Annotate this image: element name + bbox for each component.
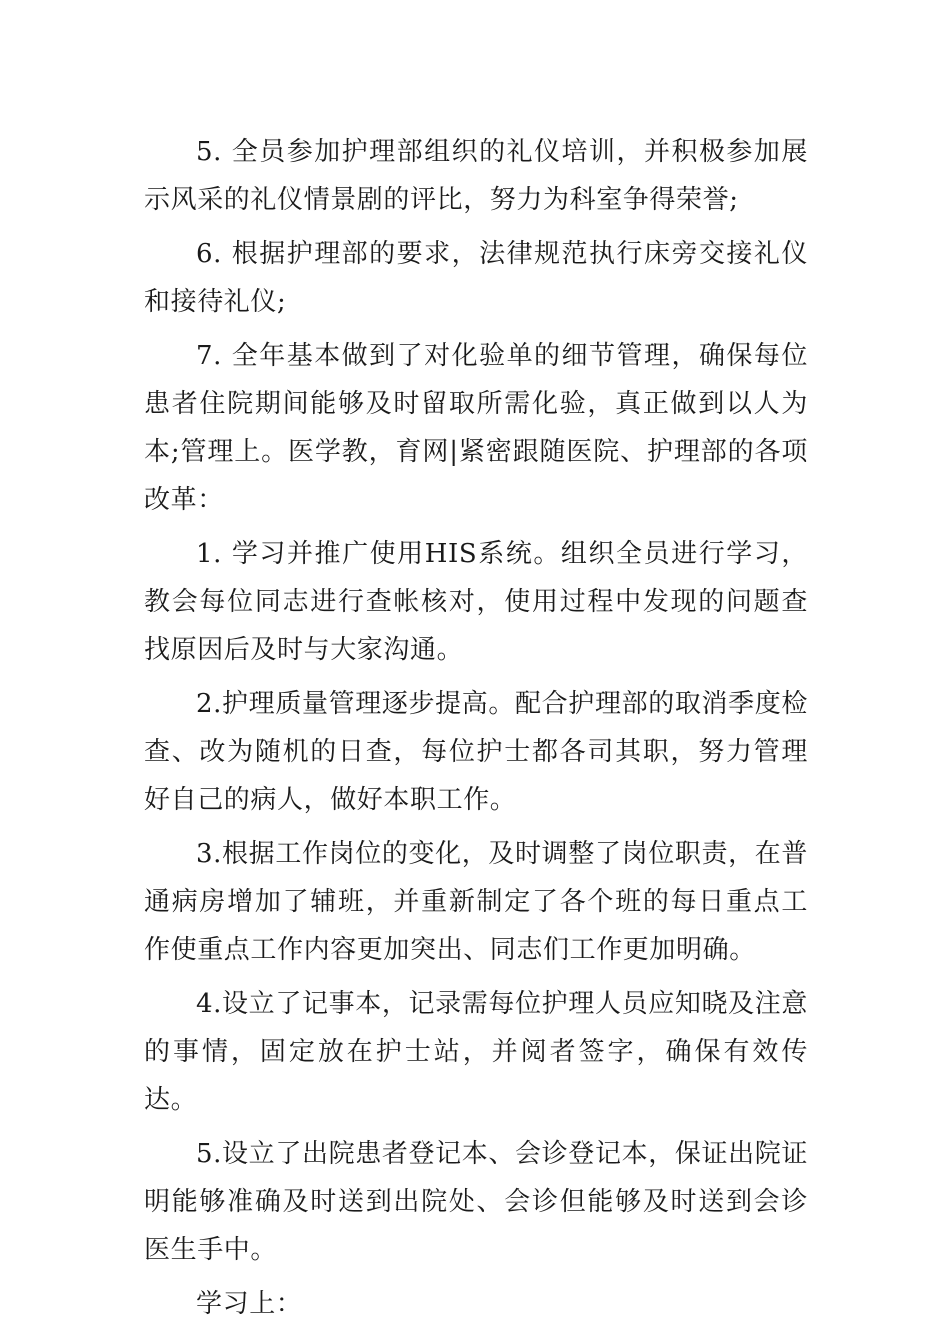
paragraph-item-6-handover: 6. 根据护理部的要求，法律规范执行床旁交接礼仪和接待礼仪; bbox=[144, 239, 808, 317]
paragraph-reform-3-duties: 3.根据工作岗位的变化，及时调整了岗位职责，在普通病房增加了辅班，并重新制定了各个班的每日重点工作使重点工作内容更加突出、同志们工作更加明确。 bbox=[144, 839, 808, 965]
paragraph-reform-2-quality: 2.护理质量管理逐步提高。配合护理部的取消季度检查、改为随机的日查，每位护士都各司其职，努力管理好自己的病人，做好本职工作。 bbox=[144, 689, 808, 815]
document-body bbox=[144, 128, 808, 1334]
section-heading-study: 学习上： bbox=[196, 1289, 303, 1319]
paragraph-reform-1-his: 1. 学习并推广使用HIS系统。组织全员进行学习，教会每位同志进行查帐核对，使用过程中发现的问题查找原因后及时与大家沟通。 bbox=[144, 539, 808, 665]
paragraph-item-5-etiquette: 5. 全员参加护理部组织的礼仪培训，并积极参加展示风采的礼仪情景剧的评比，努力为科室争得荣誉; bbox=[144, 137, 808, 215]
paragraph-item-7-lab-sheets: 7. 全年基本做到了对化验单的细节管理，确保每位患者住院期间能够及时留取所需化验，真正做到以人为本;管理上。医学教，育网|紧密跟随医院、护理部的各项改革： bbox=[144, 341, 808, 515]
paragraph-reform-5-registers: 5.设立了出院患者登记本、会诊登记本，保证出院证明能够准确及时送到出院处、会诊但能够及时送到会诊医生手中。 bbox=[144, 1139, 808, 1265]
paragraph-reform-4-notebook: 4.设立了记事本，记录需每位护理人员应知晓及注意的事情，固定放在护士站，并阅者签字，确保有效传达。 bbox=[144, 989, 808, 1115]
